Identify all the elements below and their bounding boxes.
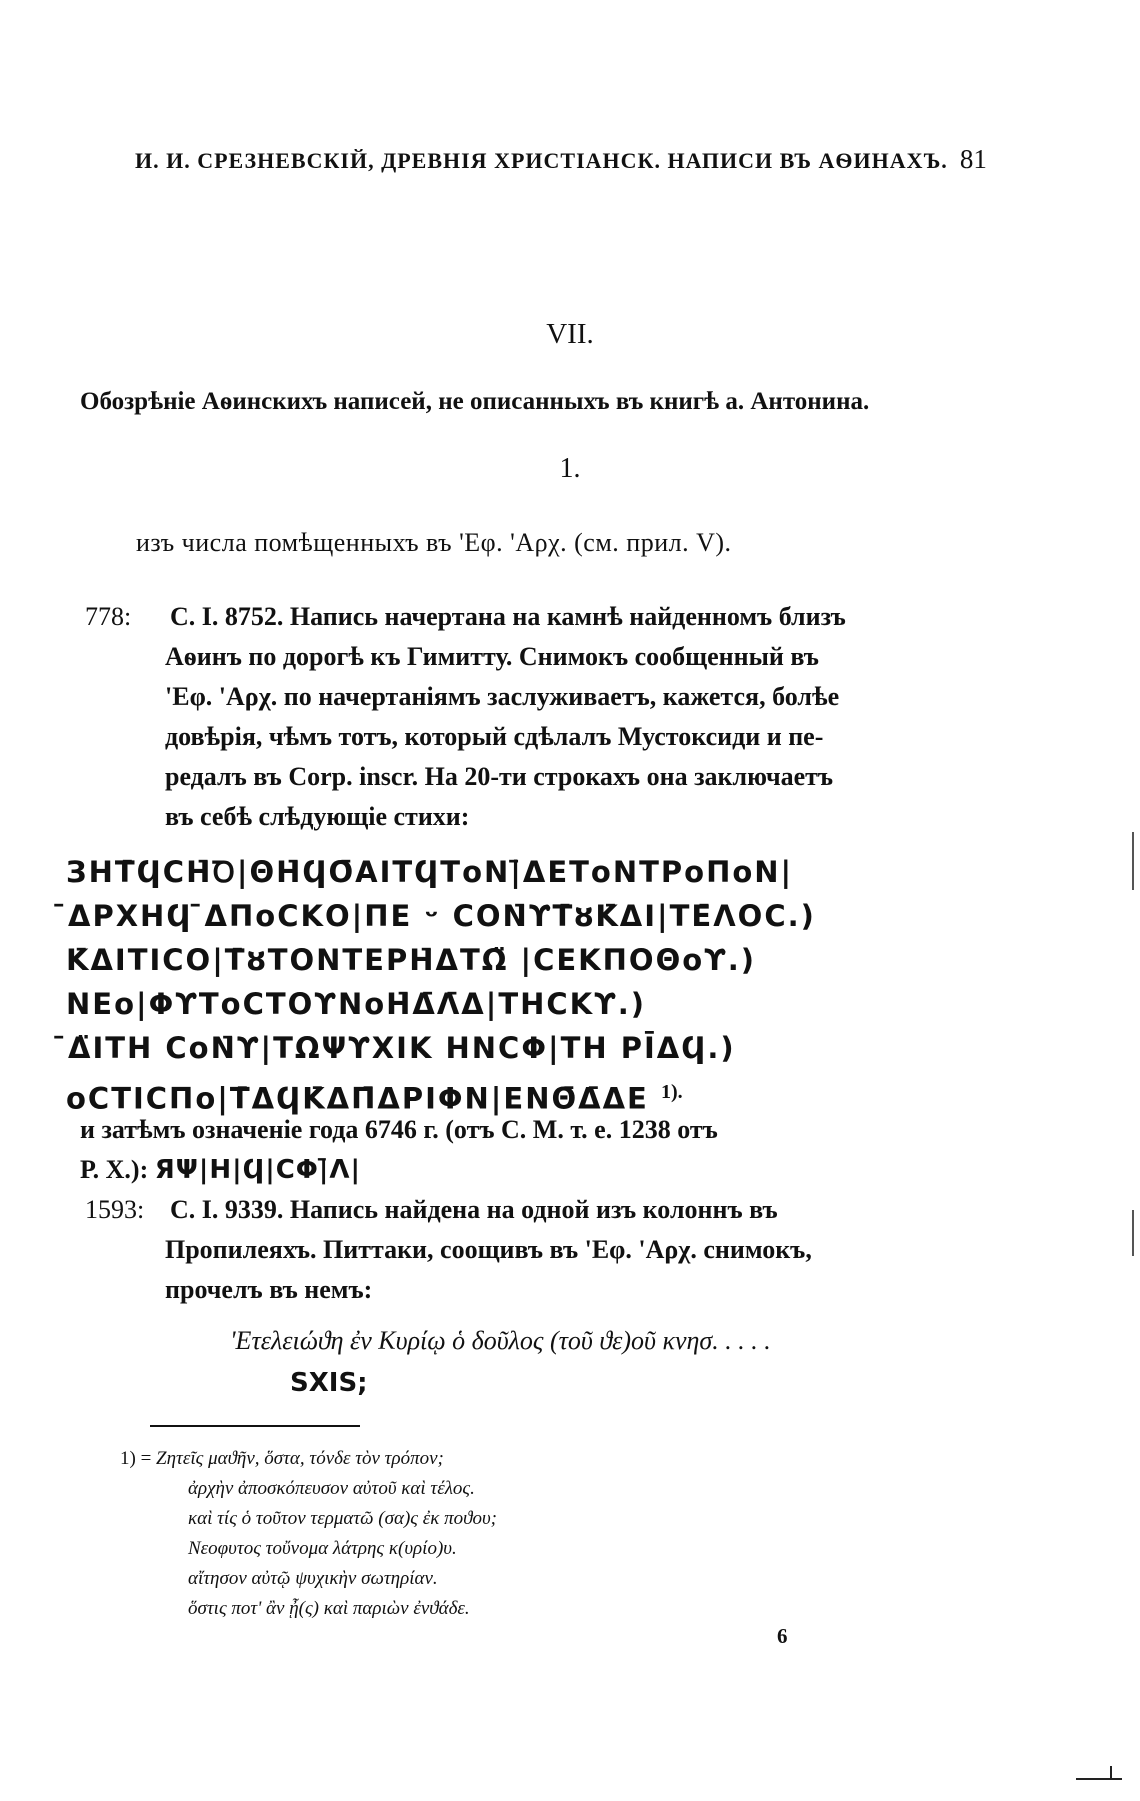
running-head: [135, 144, 987, 175]
section-title: Обозрѣніе Аѳинскихъ написей, не описанныхъ въ книгѣ а. Антонина.: [80, 388, 870, 415]
entry-line: редалъ въ Corp. inscr. На 20-ти строкахъ она заключаетъ: [165, 762, 834, 791]
greek-line: 'Ετελειώϑη ἐν Κυρίῳ ὁ δοῦλος (τοῦ ϑε)οῦ κνησ. . . . .: [230, 1326, 771, 1355]
corner-mark: [1076, 1778, 1122, 1780]
page-number: 81: [959, 144, 987, 174]
entry-line: прочелъ въ немъ:: [165, 1275, 373, 1304]
date-note-line: и затѣмъ означеніе года 6746 г. (отъ С. М. т. е. 1238 отъ: [80, 1115, 718, 1144]
inscription-line: ̄Δ̈ΙΤΗ СοΝ̄ϒ|ΤΩΨϒΧΙΚ ΗΝСΦ|ΤΗ ΡῙΔϤ.): [66, 1031, 736, 1065]
entry-line: Аѳинъ по дорогѣ къ Гимитту. Снимокъ сообщенный въ: [165, 642, 819, 671]
subsection-number: 1.: [559, 453, 581, 484]
footnote-line: Ζητεῖς μαϑῆν, ὅστα, τόνδε τὸν τρόπον;: [156, 1448, 444, 1469]
entry-number: 778:: [85, 602, 132, 631]
date-note: [80, 1110, 940, 1190]
subsection-title: изъ числа помѣщенныхъ въ 'Еφ. 'Αρχ. (см. прил. V).: [136, 528, 732, 557]
footnote-divider: [150, 1425, 360, 1427]
margin-mark: [1132, 832, 1134, 890]
greek-reading: [230, 1320, 950, 1404]
entry-line: Пропилеяхъ. Питтаки, соощивъ въ 'Εφ. 'Αρχ. снимокъ,: [165, 1235, 812, 1264]
date-note-line: Р. X.):: [80, 1155, 149, 1184]
entry-line: С. I. 8752. Напись начертана на камнѣ найденномъ близъ: [170, 602, 846, 631]
inscription-line: ΝΕο|ΦϒΤοСΤΟϒΝοΗ̄Δ̄Λ̄Δ|ΤΗСΚϒ.): [66, 987, 647, 1021]
inscription-line: οСΤΙСΠο|Τ̄ΔϤΚ̄ΔΠ̄ΔΡΙΦΝ|ΕΝΘ̄Δ̄ΔΕ: [66, 1081, 649, 1116]
inscription-transcription: [66, 850, 966, 1121]
date-note-line-2: [80, 1150, 940, 1190]
inscription-line: ̄ΔΡΧΗϤ ̄ΔΠοСΚΟ|ΠΕ ᵕ СΟΝ̄ϒΤ̄ȣΚ̄ΔΙ|ΤΕ̄ΛΟС.): [66, 899, 816, 933]
footnote: [120, 1444, 820, 1624]
inscription-line: ЗΗΤ̄ϤСΗ̄Ꝺ|ΘΗ̄ϤΟ̄ΑΙΤϤΤοΝ|̄ΔΕΤοΝΤΡοΠοΝ|: [66, 855, 794, 889]
entry-line: довѣрія, чѣмъ тотъ, который сдѣлалъ Мустоксиди и пе-: [165, 722, 824, 751]
footnote-reference: 1).: [660, 1081, 683, 1103]
footnote-line: ἀρχὴν ἀποσκόπευσον αὐτοῦ καὶ τέλος.: [188, 1478, 475, 1499]
entry-line: 'Εφ. 'Αρχ. по начертаніямъ заслуживаетъ, кажется, болѣе: [165, 682, 840, 711]
footnote-line: καὶ τίς ὁ τοῦτον τερματῶ (σα)ς ἐκ ποϑου;: [188, 1508, 498, 1529]
entry-number: 1593:: [85, 1195, 145, 1224]
entry-line: С. I. 9339. Напись найдена на одной изъ колоннъ въ: [170, 1195, 778, 1224]
margin-mark: [1132, 1210, 1134, 1256]
greek-line: SXIS;: [290, 1368, 368, 1398]
running-head-title: И. И. СРЕЗНЕВСКІЙ, ДРЕВНІЯ ХРИСТІАНСК. НАПИСИ ВЪ АѲИНАХЪ.: [135, 148, 948, 173]
footnote-mark: 1) =: [120, 1448, 152, 1469]
entry-778: [85, 597, 935, 837]
chapter-number: VII.: [546, 318, 594, 350]
signature-mark: 6: [777, 1624, 788, 1648]
date-glyphs: ЯΨ|Η|Ϥ|СΦ|̄Λ|: [154, 1155, 362, 1185]
entry-1593: [85, 1190, 935, 1310]
inscription-line: Κ̄ΔΙΤΙСΟ|Τ̄ȣΤΟΝΤΕΡΗ̄ΔΤΩ̈ |СΕΚΠΟΘοϒ.): [66, 943, 757, 977]
footnote-first-line: [120, 1444, 820, 1474]
footnote-line: αἴτησον αὐτῷ ψυχικὴν σωτηρίαν.: [188, 1568, 438, 1589]
footnote-line: Νεοφυτος τοὔνομα λάτρης κ(υρίο)υ.: [188, 1538, 457, 1559]
entry-line: въ себѣ слѣдующіе стихи:: [165, 802, 470, 831]
footnote-line: ὅστις ποτ' ἂν ᾖ(ς) καὶ παριὼν ἐνϑάδε.: [188, 1598, 470, 1619]
